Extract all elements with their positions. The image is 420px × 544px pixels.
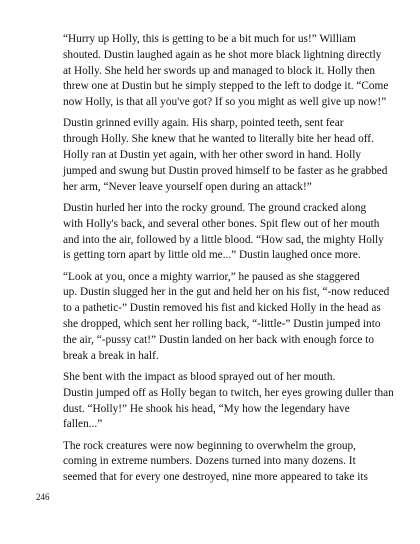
- text-line: Dustin hurled her into the rocky ground. The ground cracked along: [63, 201, 367, 214]
- text-line: and into the air, followed by a little blood. “How sad, the mighty Holly: [63, 233, 384, 246]
- text-line: jumped and swung but Dustin proved himself to be faster as he grabbed: [63, 164, 388, 177]
- paragraph-5: [36, 370, 394, 433]
- text-line: shouted. Dustin laughed again as he shot more black lightning directly: [63, 48, 382, 61]
- text-line: up. Dustin slugged her in the gut and held her on his fist, “-now reduced: [63, 286, 390, 299]
- paragraph-6: [36, 439, 387, 486]
- text-line: now Holly, is that all you've got? If so you might as well give up now!”: [63, 96, 387, 109]
- text-line: is getting torn apart by little old me...” Dustin laughed once more.: [63, 249, 361, 262]
- text-line: her arm, “Never leave yourself open during an attack!”: [63, 180, 312, 193]
- text-line: she dropped, which sent her rolling back, “-little-” Dustin jumped into: [63, 318, 381, 331]
- text-line: through Holly. She knew that he wanted to literally bite her head off.: [63, 133, 374, 146]
- text-line: dust. “Holly!” He shook his head, “My how the legendary have: [63, 402, 350, 415]
- text-line: with Holly's back, and several other bones. Spit flew out of her mouth: [63, 217, 380, 230]
- text-line: Holly ran at Dustin yet again, with her other sword in hand. Holly: [63, 149, 362, 162]
- text-line: “Look at you, once a mighty warrior,” he paused as she staggered: [63, 270, 360, 283]
- paragraph-3: [36, 201, 387, 264]
- text-line: fallen...”: [63, 418, 103, 431]
- text-line: threw one at Dustin but he simply stepped to the left to dodge it. “Come: [63, 80, 389, 93]
- paragraph-2: [36, 116, 387, 195]
- text-line: to a pathetic-” Dustin removed his fist and kicked Holly in the head as: [63, 302, 381, 315]
- text-line: the air, “-pussy cat!” Dustin landed on her back with enough force to: [63, 333, 375, 346]
- text-line: “Hurry up Holly, this is getting to be a bit much for us!” William: [63, 33, 356, 45]
- text-line: seemed that for every one destroyed, nine more appeared to take its: [63, 471, 368, 484]
- text-line: coming in extreme numbers. Dozens turned into many dozens. It: [63, 455, 356, 468]
- text-line: The rock creatures were now beginning to overwhelm the group,: [63, 439, 356, 452]
- text-line: Dustin jumped off as Holly began to twitch, her eyes growing duller than: [63, 386, 394, 399]
- paragraph-1: [36, 32, 387, 111]
- body-text: [36, 32, 394, 492]
- text-line: She bent with the impact as blood sprayed out of her mouth.: [63, 370, 336, 383]
- page-number: 246: [36, 492, 50, 502]
- text-line: Dustin grinned evilly again. His sharp, pointed teeth, sent fear: [63, 117, 344, 130]
- text-line: break a break in half.: [63, 349, 159, 362]
- paragraph-4: [36, 270, 390, 365]
- text-line: at Holly. She held her swords up and managed to block it. Holly then: [63, 64, 376, 77]
